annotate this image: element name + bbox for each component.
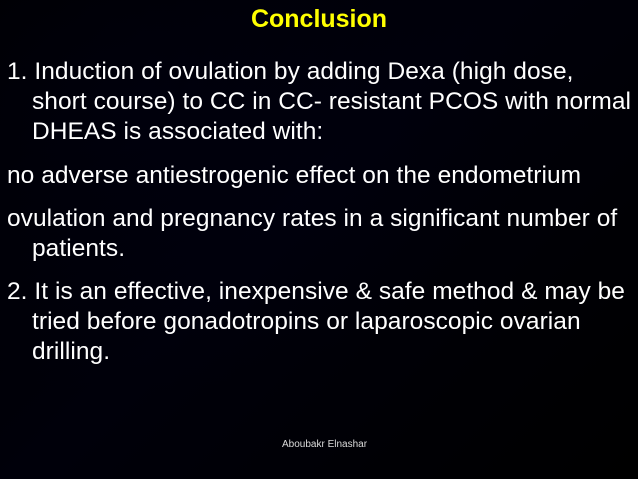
conclusion-point-1: 1. Induction of ovulation by adding Dexa (high dose, short course) to CC in CC- resistant PCOS with normal DHEAS is associated with: xyxy=(7,58,631,145)
slide-footer-author: Aboubakr Elnashar xyxy=(282,439,368,450)
conclusion-point-2: 2. It is an effective, inexpensive & safe method & may be tried before gonadotropins or laparoscopic ovarian drilling. xyxy=(7,278,625,365)
slide-title: Conclusion xyxy=(250,5,388,33)
conclusion-subpoint-endometrium: no adverse antiestrogenic effect on the endometrium xyxy=(7,162,582,189)
conclusion-subpoint-ovulation-pregnancy: ovulation and pregnancy rates in a significant number of patients. xyxy=(7,205,618,262)
slide-body xyxy=(7,57,633,367)
